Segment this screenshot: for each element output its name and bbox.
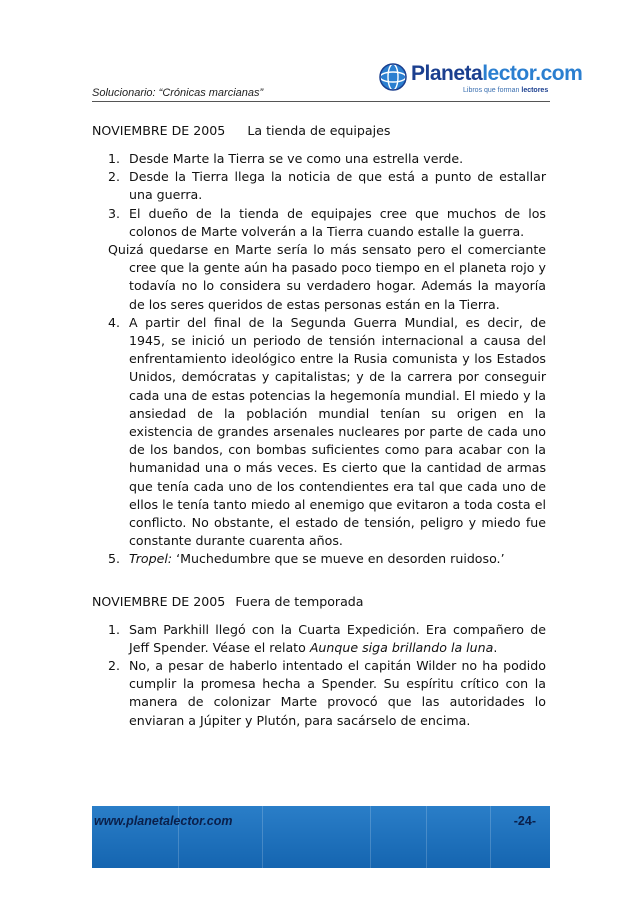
list-item: 4. A partir del final de la Segunda Guerra Mundial, es decir, de 1945, se inició un periodo de tensión internacional a causa del enfrentamiento ideológico entre la Rusia comunista y los Estados Unidos, demócratas y capitalistas; y de la carrera por conseguir cada una de estas potencias la hegemonía mundial. El miedo y la ansiedad de la población mundial tenían su origen en la existencia de grandes arsenales nucleares por parte de cada uno de los bandos, con bombas suficientes como para acabar con la humanidad una o más veces. Es cierto que la cantidad de armas que tenía cada uno de los contendientes era tal que cada uno de ellos le tenía tanto miedo al enemigo que evitaron a toda costa el conflicto. No obstante, el estado de tensión, peligro y miedo fue constante durante cuarenta años. bbox=[108, 314, 546, 549]
answer-list bbox=[92, 621, 546, 730]
answer-note: Quizá quedarse en Marte sería lo más sensato pero el comerciante cree que la gente aún ha pasado poco tiempo en el planeta rojo y todavía no lo considera su verdadero hogar. Además la mayoría de los seres queridos de estas personas están en la Tierra. bbox=[108, 242, 546, 312]
list-item: 3. El dueño de la tienda de equipajes cree que muchos de los colonos de Marte volverán a la Tierra cuando estalle la guerra. bbox=[108, 205, 546, 239]
page-number: -24- bbox=[513, 814, 536, 828]
document-body bbox=[92, 122, 546, 730]
section-heading: NOVIEMBRE DE 2005 La tienda de equipajes bbox=[92, 123, 391, 138]
globe-icon bbox=[377, 61, 409, 93]
planetalector-logo bbox=[375, 60, 583, 98]
page-footer bbox=[92, 806, 550, 868]
list-item: 2. No, a pesar de haberlo intentado el capitán Wilder no ha podido cumplir la promesa hecha a Spender. Su espíritu crítico con la manera de colonizar Marte provocó que las autoridades lo enviaran a Júpiter y Plutón, para sacárselo de encima. bbox=[108, 658, 546, 728]
document-title: Solucionario: “Crónicas marcianas” bbox=[92, 87, 264, 99]
page-header bbox=[92, 60, 583, 104]
list-item: 5. Tropel: ‘Muchedumbre que se mueve en desorden ruidoso.’ bbox=[108, 551, 505, 567]
footer-url[interactable]: www.planetalector.com bbox=[94, 814, 233, 828]
list-item: 2. Desde la Tierra llega la noticia de que está a punto de estallar una guerra. bbox=[108, 169, 546, 203]
logo-wordmark: Planetalector.com bbox=[411, 62, 583, 85]
logo-tagline: Libros que forman lectores bbox=[463, 87, 549, 94]
answer-list bbox=[92, 150, 546, 569]
list-item: 1. Sam Parkhill llegó con la Cuarta Expedición. Era compañero de Jeff Spender. Véase el relato Aunque siga brillando la luna. bbox=[108, 621, 546, 655]
list-item: 1. Desde Marte la Tierra se ve como una estrella verde. bbox=[108, 151, 464, 166]
header-divider bbox=[92, 101, 550, 102]
section-heading: NOVIEMBRE DE 2005 Fuera de temporada bbox=[92, 593, 364, 609]
